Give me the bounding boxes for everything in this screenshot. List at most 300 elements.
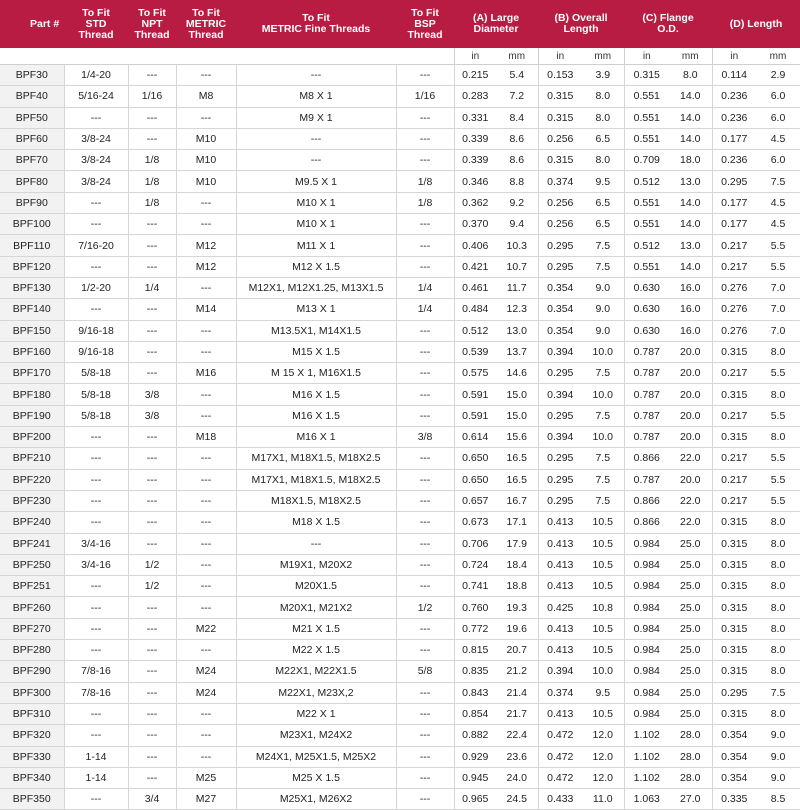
cell-flange-od-in: 1.063 <box>624 789 669 810</box>
cell-part-number: BPF350 <box>0 789 64 810</box>
table-row <box>0 469 800 490</box>
cell-length-in: 0.217 <box>712 469 756 490</box>
cell-length-mm: 4.5 <box>756 192 800 213</box>
cell-metric-fine-threads: M22 X 1.5 <box>236 640 396 661</box>
cell-length-in: 0.315 <box>712 640 756 661</box>
cell-npt-thread: 3/8 <box>128 384 176 405</box>
cell-npt-thread: --- <box>128 320 176 341</box>
cell-part-number: BPF170 <box>0 363 64 384</box>
cell-std-thread: --- <box>64 299 128 320</box>
cell-length-mm: 7.0 <box>756 277 800 298</box>
cell-metric-thread: M25 <box>176 767 236 788</box>
cell-metric-thread: M27 <box>176 789 236 810</box>
cell-length-in: 0.315 <box>712 703 756 724</box>
cell-std-thread: --- <box>64 597 128 618</box>
cell-flange-od-in: 0.866 <box>624 490 669 511</box>
cell-flange-od-in: 0.551 <box>624 128 669 149</box>
table-row <box>0 128 800 149</box>
cell-large-diameter-in: 0.512 <box>454 320 496 341</box>
cell-bsp-thread: --- <box>396 363 454 384</box>
cell-metric-thread: M24 <box>176 682 236 703</box>
cell-flange-od-mm: 25.0 <box>669 682 712 703</box>
cell-part-number: BPF180 <box>0 384 64 405</box>
cell-large-diameter-in: 0.650 <box>454 448 496 469</box>
cell-npt-thread: --- <box>128 597 176 618</box>
cell-large-diameter-in: 0.331 <box>454 107 496 128</box>
cell-overall-length-in: 0.295 <box>538 448 582 469</box>
cell-bsp-thread: --- <box>396 384 454 405</box>
cell-part-number: BPF60 <box>0 128 64 149</box>
cell-large-diameter-in: 0.673 <box>454 512 496 533</box>
cell-length-mm: 5.5 <box>756 448 800 469</box>
cell-part-number: BPF210 <box>0 448 64 469</box>
cell-overall-length-in: 0.354 <box>538 277 582 298</box>
cell-flange-od-mm: 22.0 <box>669 512 712 533</box>
cell-overall-length-mm: 10.5 <box>582 618 624 639</box>
cell-flange-od-mm: 25.0 <box>669 703 712 724</box>
cell-part-number: BPF80 <box>0 171 64 192</box>
cell-overall-length-mm: 10.5 <box>582 533 624 554</box>
cell-std-thread: 1-14 <box>64 746 128 767</box>
cell-metric-fine-threads: M16 X 1.5 <box>236 405 396 426</box>
cell-overall-length-in: 0.295 <box>538 363 582 384</box>
cell-metric-fine-threads: M16 X 1.5 <box>236 384 396 405</box>
table-row <box>0 789 800 810</box>
header-metric-fine: To Fit METRIC Fine Threads <box>236 0 396 48</box>
cell-length-mm: 8.0 <box>756 597 800 618</box>
cell-flange-od-mm: 14.0 <box>669 107 712 128</box>
cell-metric-thread: --- <box>176 533 236 554</box>
cell-bsp-thread: --- <box>396 640 454 661</box>
cell-part-number: BPF140 <box>0 299 64 320</box>
cell-std-thread: 1/4-20 <box>64 65 128 86</box>
cell-large-diameter-mm: 8.8 <box>496 171 538 192</box>
cell-length-mm: 4.5 <box>756 214 800 235</box>
table-row <box>0 618 800 639</box>
cell-large-diameter-mm: 21.2 <box>496 661 538 682</box>
cell-bsp-thread: --- <box>396 533 454 554</box>
cell-part-number: BPF230 <box>0 490 64 511</box>
cell-length-mm: 8.0 <box>756 554 800 575</box>
cell-metric-fine-threads: M25 X 1.5 <box>236 767 396 788</box>
cell-large-diameter-mm: 14.6 <box>496 363 538 384</box>
cell-metric-thread: --- <box>176 384 236 405</box>
cell-flange-od-mm: 16.0 <box>669 320 712 341</box>
unit-mm: mm <box>582 48 624 65</box>
cell-large-diameter-in: 0.614 <box>454 427 496 448</box>
cell-flange-od-in: 0.984 <box>624 576 669 597</box>
cell-bsp-thread: --- <box>396 469 454 490</box>
cell-npt-thread: --- <box>128 640 176 661</box>
cell-metric-thread: M14 <box>176 299 236 320</box>
table-row <box>0 235 800 256</box>
cell-metric-fine-threads: M16 X 1 <box>236 427 396 448</box>
cell-large-diameter-in: 0.815 <box>454 640 496 661</box>
table-row <box>0 150 800 171</box>
table-row <box>0 171 800 192</box>
cell-npt-thread: --- <box>128 128 176 149</box>
header-large-diameter: (A) Large Diameter <box>454 0 538 48</box>
cell-large-diameter-mm: 21.4 <box>496 682 538 703</box>
cell-flange-od-mm: 25.0 <box>669 554 712 575</box>
cell-part-number: BPF251 <box>0 576 64 597</box>
table-row <box>0 576 800 597</box>
cell-flange-od-in: 0.984 <box>624 682 669 703</box>
cell-flange-od-mm: 14.0 <box>669 214 712 235</box>
header-part: Part # <box>0 0 64 48</box>
cell-flange-od-in: 0.551 <box>624 86 669 107</box>
cell-overall-length-mm: 10.5 <box>582 703 624 724</box>
unit-mm: mm <box>669 48 712 65</box>
cell-bsp-thread: 5/8 <box>396 661 454 682</box>
cell-overall-length-mm: 9.0 <box>582 320 624 341</box>
cell-npt-thread: --- <box>128 469 176 490</box>
cell-large-diameter-mm: 21.7 <box>496 703 538 724</box>
table-row <box>0 86 800 107</box>
cell-flange-od-mm: 20.0 <box>669 341 712 362</box>
cell-length-mm: 7.5 <box>756 171 800 192</box>
cell-large-diameter-mm: 13.7 <box>496 341 538 362</box>
cell-npt-thread: --- <box>128 512 176 533</box>
cell-npt-thread: 1/16 <box>128 86 176 107</box>
cell-flange-od-mm: 20.0 <box>669 363 712 384</box>
header-metric-thread: To Fit METRIC Thread <box>176 0 236 48</box>
cell-length-in: 0.276 <box>712 277 756 298</box>
cell-length-in: 0.335 <box>712 789 756 810</box>
cell-bsp-thread: --- <box>396 65 454 86</box>
cell-flange-od-mm: 22.0 <box>669 448 712 469</box>
cell-length-mm: 8.0 <box>756 640 800 661</box>
cell-large-diameter-mm: 24.5 <box>496 789 538 810</box>
cell-length-mm: 4.5 <box>756 128 800 149</box>
cell-part-number: BPF50 <box>0 107 64 128</box>
cell-flange-od-in: 0.630 <box>624 299 669 320</box>
cell-large-diameter-in: 0.370 <box>454 214 496 235</box>
cell-length-mm: 5.5 <box>756 490 800 511</box>
cell-part-number: BPF130 <box>0 277 64 298</box>
cell-metric-thread: M8 <box>176 86 236 107</box>
cell-npt-thread: 1/8 <box>128 150 176 171</box>
cell-std-thread: 5/8-18 <box>64 384 128 405</box>
cell-flange-od-mm: 28.0 <box>669 746 712 767</box>
cell-std-thread: --- <box>64 107 128 128</box>
cell-bsp-thread: --- <box>396 618 454 639</box>
header-npt-thread: To Fit NPT Thread <box>128 0 176 48</box>
cell-large-diameter-in: 0.591 <box>454 384 496 405</box>
cell-large-diameter-in: 0.484 <box>454 299 496 320</box>
cell-overall-length-mm: 6.5 <box>582 214 624 235</box>
cell-bsp-thread: --- <box>396 235 454 256</box>
cell-flange-od-in: 0.866 <box>624 512 669 533</box>
cell-overall-length-in: 0.295 <box>538 256 582 277</box>
cell-overall-length-mm: 12.0 <box>582 767 624 788</box>
cell-large-diameter-mm: 16.5 <box>496 448 538 469</box>
cell-part-number: BPF70 <box>0 150 64 171</box>
cell-overall-length-mm: 10.5 <box>582 554 624 575</box>
cell-flange-od-mm: 16.0 <box>669 299 712 320</box>
cell-overall-length-mm: 10.0 <box>582 427 624 448</box>
cell-overall-length-mm: 9.5 <box>582 171 624 192</box>
cell-std-thread: --- <box>64 512 128 533</box>
cell-std-thread: 7/8-16 <box>64 682 128 703</box>
cell-metric-thread: --- <box>176 576 236 597</box>
table-row <box>0 341 800 362</box>
cell-npt-thread: --- <box>128 533 176 554</box>
cell-length-mm: 5.5 <box>756 363 800 384</box>
cell-overall-length-in: 0.295 <box>538 490 582 511</box>
cell-bsp-thread: 1/16 <box>396 86 454 107</box>
cell-part-number: BPF240 <box>0 512 64 533</box>
cell-flange-od-in: 0.787 <box>624 427 669 448</box>
header-flange-od: (C) Flange O.D. <box>624 0 712 48</box>
cell-length-mm: 6.0 <box>756 150 800 171</box>
cell-flange-od-mm: 28.0 <box>669 767 712 788</box>
cell-overall-length-mm: 9.0 <box>582 299 624 320</box>
cell-bsp-thread: 1/8 <box>396 192 454 213</box>
cell-length-in: 0.315 <box>712 554 756 575</box>
cell-std-thread: 5/8-18 <box>64 405 128 426</box>
cell-metric-thread: --- <box>176 341 236 362</box>
cell-length-mm: 8.5 <box>756 789 800 810</box>
cell-metric-fine-threads: M11 X 1 <box>236 235 396 256</box>
cell-std-thread: --- <box>64 703 128 724</box>
cell-flange-od-mm: 25.0 <box>669 618 712 639</box>
cell-part-number: BPF120 <box>0 256 64 277</box>
cell-overall-length-in: 0.413 <box>538 554 582 575</box>
cell-metric-fine-threads: M8 X 1 <box>236 86 396 107</box>
cell-length-mm: 8.0 <box>756 576 800 597</box>
cell-overall-length-mm: 10.0 <box>582 384 624 405</box>
cell-flange-od-in: 0.551 <box>624 214 669 235</box>
cell-overall-length-mm: 7.5 <box>582 363 624 384</box>
cell-part-number: BPF90 <box>0 192 64 213</box>
table-row <box>0 512 800 533</box>
cell-overall-length-in: 0.413 <box>538 533 582 554</box>
cell-length-in: 0.217 <box>712 448 756 469</box>
cell-flange-od-mm: 13.0 <box>669 171 712 192</box>
cell-length-mm: 9.0 <box>756 725 800 746</box>
cell-flange-od-in: 1.102 <box>624 767 669 788</box>
cell-length-mm: 8.0 <box>756 512 800 533</box>
cell-flange-od-mm: 8.0 <box>669 65 712 86</box>
cell-large-diameter-mm: 20.7 <box>496 640 538 661</box>
cell-flange-od-mm: 28.0 <box>669 725 712 746</box>
table-body <box>0 65 800 810</box>
cell-std-thread: 3/4-16 <box>64 554 128 575</box>
cell-flange-od-in: 0.984 <box>624 661 669 682</box>
cell-bsp-thread: --- <box>396 128 454 149</box>
table-row <box>0 214 800 235</box>
cell-npt-thread: --- <box>128 703 176 724</box>
cell-length-in: 0.315 <box>712 384 756 405</box>
table-row <box>0 661 800 682</box>
header-bsp-thread: To Fit BSP Thread <box>396 0 454 48</box>
unit-in: in <box>712 48 756 65</box>
cell-part-number: BPF40 <box>0 86 64 107</box>
cell-length-mm: 7.5 <box>756 682 800 703</box>
cell-metric-fine-threads: M24X1, M25X1.5, M25X2 <box>236 746 396 767</box>
cell-metric-fine-threads: M9.5 X 1 <box>236 171 396 192</box>
cell-length-in: 0.315 <box>712 576 756 597</box>
cell-bsp-thread: --- <box>396 682 454 703</box>
cell-flange-od-mm: 25.0 <box>669 576 712 597</box>
cell-large-diameter-mm: 9.2 <box>496 192 538 213</box>
cell-length-in: 0.315 <box>712 661 756 682</box>
cell-flange-od-mm: 14.0 <box>669 256 712 277</box>
cell-length-in: 0.354 <box>712 725 756 746</box>
cell-large-diameter-mm: 9.4 <box>496 214 538 235</box>
cell-part-number: BPF290 <box>0 661 64 682</box>
cell-metric-fine-threads: --- <box>236 533 396 554</box>
cell-length-in: 0.276 <box>712 299 756 320</box>
cell-metric-thread: M24 <box>176 661 236 682</box>
cell-overall-length-mm: 10.0 <box>582 661 624 682</box>
cell-overall-length-in: 0.413 <box>538 640 582 661</box>
cell-npt-thread: --- <box>128 661 176 682</box>
cell-length-mm: 5.5 <box>756 235 800 256</box>
cell-large-diameter-mm: 23.6 <box>496 746 538 767</box>
cell-std-thread: 5/8-18 <box>64 363 128 384</box>
cell-metric-fine-threads: M15 X 1.5 <box>236 341 396 362</box>
cell-flange-od-mm: 25.0 <box>669 597 712 618</box>
cell-npt-thread: --- <box>128 767 176 788</box>
cell-std-thread: 9/16-18 <box>64 341 128 362</box>
cell-metric-thread: --- <box>176 746 236 767</box>
cell-length-in: 0.315 <box>712 533 756 554</box>
cell-metric-thread: M18 <box>176 427 236 448</box>
cell-metric-thread: M12 <box>176 256 236 277</box>
cell-large-diameter-in: 0.339 <box>454 128 496 149</box>
cell-length-mm: 8.0 <box>756 384 800 405</box>
cell-overall-length-in: 0.153 <box>538 65 582 86</box>
cell-overall-length-in: 0.413 <box>538 512 582 533</box>
cell-length-in: 0.217 <box>712 405 756 426</box>
cell-large-diameter-mm: 24.0 <box>496 767 538 788</box>
cell-overall-length-mm: 6.5 <box>582 192 624 213</box>
cell-flange-od-in: 0.551 <box>624 256 669 277</box>
cell-overall-length-in: 0.256 <box>538 192 582 213</box>
cell-overall-length-in: 0.472 <box>538 746 582 767</box>
cell-large-diameter-mm: 19.3 <box>496 597 538 618</box>
cell-length-in: 0.236 <box>712 86 756 107</box>
table-row <box>0 320 800 341</box>
cell-overall-length-mm: 7.5 <box>582 235 624 256</box>
cell-metric-thread: M22 <box>176 618 236 639</box>
cell-metric-thread: --- <box>176 640 236 661</box>
cell-large-diameter-in: 0.575 <box>454 363 496 384</box>
cell-large-diameter-in: 0.843 <box>454 682 496 703</box>
cell-large-diameter-in: 0.741 <box>454 576 496 597</box>
cell-overall-length-in: 0.256 <box>538 214 582 235</box>
cell-flange-od-in: 0.787 <box>624 363 669 384</box>
cell-flange-od-in: 1.102 <box>624 725 669 746</box>
cell-metric-fine-threads: M13.5X1, M14X1.5 <box>236 320 396 341</box>
table-row <box>0 640 800 661</box>
cell-length-mm: 5.5 <box>756 256 800 277</box>
cell-metric-thread: --- <box>176 725 236 746</box>
cell-overall-length-mm: 10.0 <box>582 341 624 362</box>
cell-large-diameter-in: 0.965 <box>454 789 496 810</box>
cell-overall-length-in: 0.433 <box>538 789 582 810</box>
cell-std-thread: 3/8-24 <box>64 150 128 171</box>
cell-length-mm: 9.0 <box>756 767 800 788</box>
cell-flange-od-mm: 22.0 <box>669 490 712 511</box>
cell-part-number: BPF300 <box>0 682 64 703</box>
cell-length-mm: 7.0 <box>756 299 800 320</box>
cell-length-in: 0.217 <box>712 256 756 277</box>
cell-overall-length-mm: 12.0 <box>582 725 624 746</box>
cell-length-mm: 7.0 <box>756 320 800 341</box>
cell-metric-thread: --- <box>176 277 236 298</box>
cell-std-thread: --- <box>64 576 128 597</box>
cell-large-diameter-mm: 17.1 <box>496 512 538 533</box>
table-row <box>0 256 800 277</box>
cell-length-in: 0.217 <box>712 490 756 511</box>
cell-flange-od-in: 0.984 <box>624 703 669 724</box>
cell-flange-od-in: 1.102 <box>624 746 669 767</box>
cell-part-number: BPF190 <box>0 405 64 426</box>
cell-large-diameter-mm: 15.0 <box>496 384 538 405</box>
cell-std-thread: --- <box>64 725 128 746</box>
cell-flange-od-in: 0.787 <box>624 341 669 362</box>
cell-overall-length-in: 0.472 <box>538 725 582 746</box>
cell-overall-length-in: 0.354 <box>538 299 582 320</box>
units-row <box>0 48 800 65</box>
cell-flange-od-in: 0.787 <box>624 384 669 405</box>
cell-metric-thread: --- <box>176 65 236 86</box>
cell-npt-thread: --- <box>128 427 176 448</box>
cell-flange-od-mm: 14.0 <box>669 192 712 213</box>
cell-large-diameter-mm: 7.2 <box>496 86 538 107</box>
table-row <box>0 405 800 426</box>
cell-bsp-thread: --- <box>396 341 454 362</box>
cell-length-in: 0.315 <box>712 597 756 618</box>
cell-large-diameter-mm: 19.6 <box>496 618 538 639</box>
cell-large-diameter-mm: 16.5 <box>496 469 538 490</box>
cell-length-in: 0.315 <box>712 427 756 448</box>
cell-flange-od-in: 0.315 <box>624 65 669 86</box>
cell-overall-length-mm: 7.5 <box>582 405 624 426</box>
cell-overall-length-in: 0.413 <box>538 703 582 724</box>
cell-bsp-thread: --- <box>396 746 454 767</box>
cell-metric-fine-threads: M25X1, M26X2 <box>236 789 396 810</box>
cell-flange-od-in: 0.984 <box>624 533 669 554</box>
cell-length-mm: 8.0 <box>756 533 800 554</box>
cell-metric-fine-threads: M13 X 1 <box>236 299 396 320</box>
cell-part-number: BPF260 <box>0 597 64 618</box>
cell-bsp-thread: --- <box>396 448 454 469</box>
cell-overall-length-mm: 12.0 <box>582 746 624 767</box>
cell-part-number: BPF270 <box>0 618 64 639</box>
cell-large-diameter-mm: 22.4 <box>496 725 538 746</box>
cell-overall-length-mm: 6.5 <box>582 128 624 149</box>
cell-std-thread: --- <box>64 427 128 448</box>
cell-flange-od-mm: 25.0 <box>669 533 712 554</box>
cell-npt-thread: --- <box>128 725 176 746</box>
cell-std-thread: 3/8-24 <box>64 128 128 149</box>
unit-in: in <box>538 48 582 65</box>
cell-metric-thread: --- <box>176 597 236 618</box>
cell-overall-length-mm: 11.0 <box>582 789 624 810</box>
cell-npt-thread: --- <box>128 363 176 384</box>
cell-overall-length-in: 0.374 <box>538 171 582 192</box>
cell-length-in: 0.177 <box>712 192 756 213</box>
cell-metric-fine-threads: M 15 X 1, M16X1.5 <box>236 363 396 384</box>
cell-bsp-thread: --- <box>396 256 454 277</box>
table-row <box>0 725 800 746</box>
cell-metric-thread: --- <box>176 512 236 533</box>
cell-overall-length-mm: 10.5 <box>582 640 624 661</box>
